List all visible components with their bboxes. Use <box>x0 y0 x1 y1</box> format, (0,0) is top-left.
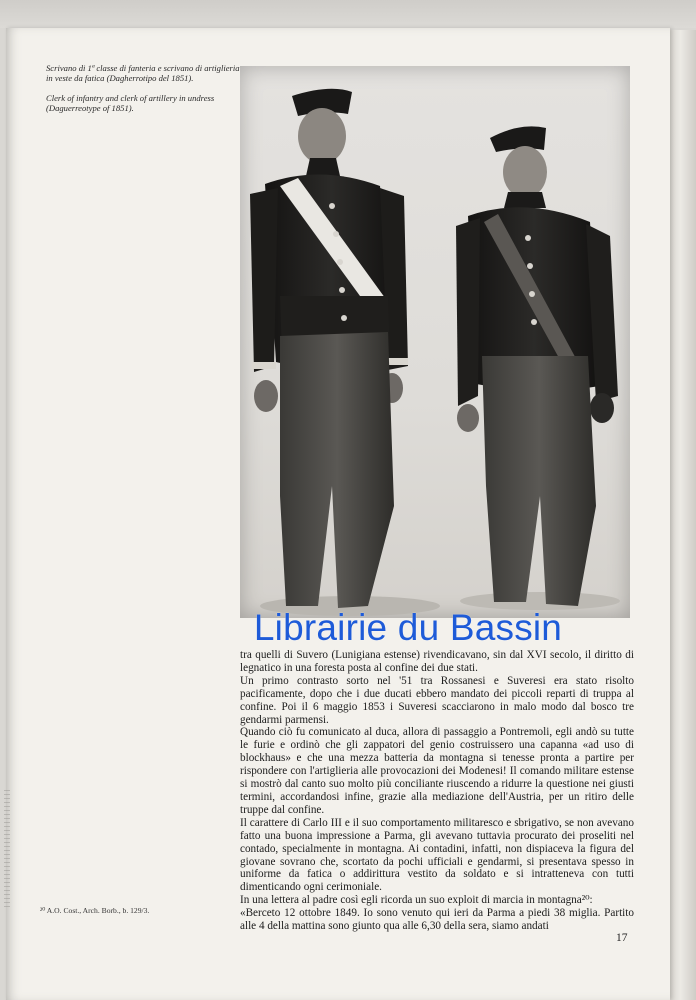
daguerreotype-photo <box>240 66 630 618</box>
page-number: 17 <box>616 932 628 944</box>
soldier-right <box>456 126 618 606</box>
footnote: ²⁰ A.O. Cost., Arch. Borb., b. 129/3. <box>40 906 150 915</box>
paragraph: Il carattere di Carlo III e il suo comportamento militaresco e sbrigativo, se non avevano fatto una buona impressione a Parma, gli avevano tuttavia procurato dei proseliti nel contado, specialmente in montagna. Ai contadini, infatti, non dispiaceva la figura del giovane sovrano che, scortato da pochi ufficiali e gendarmi, si presentava spesso in uniforme da fatica o addirittura vestito da soldato e si intratteneva con tutti dimenticando ogni cerimoniale. <box>240 816 634 894</box>
watermark: Librairie du Bassin <box>253 607 563 648</box>
paragraph: Un primo contrasto sorto nel '51 tra Rossanesi e Suveresi era stato risolto pacificamente, dopo che i due ducati ebbero mandato dei piccoli reparti di truppa al confine. Poi il 6 maggio 1853 i Suveresi scacciarono in malo modo dal bosco tre gendarmi parmensi. <box>240 674 634 726</box>
background-top <box>0 0 696 28</box>
page-edge <box>670 30 696 1000</box>
paragraph: Quando ciò fu comunicato al duca, allora di passaggio a Pontremoli, egli andò su tutte le furie e ordinò che gli zappatori del genio costruissero una capanna «ad uso di blockhaus» e che una mezza batteria da montagna si tenesse pronta a partire per rispondere con l'artiglieria alle provocazioni dei Modenesi! Il comando militare estense si mostrò dal canto suo molto più conciliante riuscendo a ridurre la questione nei giusti termini, accordandosi infine, grazie alla mediazione dell'Austria, per un ritiro delle truppe dal confine. <box>240 726 634 816</box>
paragraph: «Berceto 12 ottobre 1849. Io sono venuto qui ieri da Parma a piedi 38 miglia. Partito alle 4 della mattina sono giunto qua alle 6,30 della sera, siamo andati <box>240 907 634 933</box>
body-text <box>240 649 634 933</box>
photo-illustration <box>240 66 630 618</box>
caption-italian: Scrivano di 1ª classe di fanteria e scrivano di artiglieria in veste da fatica (Dagherrotipo del 1851). <box>46 63 240 84</box>
paragraph: In una lettera al padre così egli ricorda un suo exploit di marcia in montagna²⁰: <box>240 894 593 907</box>
margin-marks <box>4 790 10 910</box>
caption-english: Clerk of infantry and clerk of artillery in undress (Daguerreotype of 1851). <box>46 93 215 114</box>
paragraph: tra quelli di Suvero (Lunigiana estense) rivendicavano, sin dal XVI secolo, il diritto di legnatico in una foresta posta al confine dei due stati. <box>240 649 634 674</box>
soldier-left <box>250 89 408 608</box>
